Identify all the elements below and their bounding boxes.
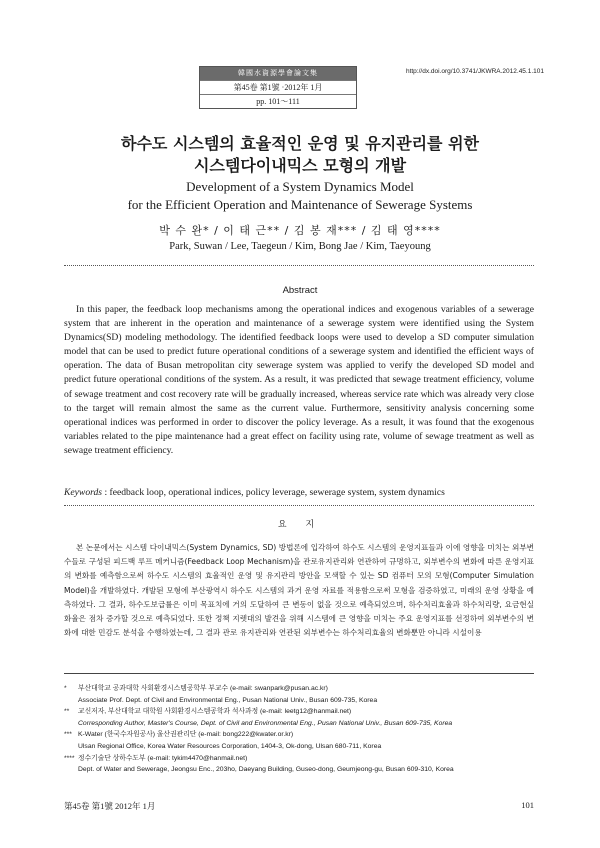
footnote-line: Associate Prof. Dept. of Civil and Environmental Eng., Pusan National Univ., Busan 609-735, Korea (78, 696, 378, 704)
title-english-line-2: for the Efficient Operation and Maintenance of Sewerage Systems (127, 197, 473, 212)
journal-volume-issue: 第45卷 第1號 ·2012年 1月 (200, 80, 356, 94)
keywords-line (64, 487, 534, 498)
title-korean-line-2: 시스템다이내믹스 모형의 개발 (193, 156, 407, 175)
doi-link[interactable]: http://dx.doi.org/10.3741/JKWRA.2012.45.1.101 (405, 68, 544, 75)
page-number: 101 (521, 800, 534, 810)
journal-pages: pp. 101～111 (200, 94, 356, 108)
footnote-line: *** K-Water (한국수자원공사) 울산권관리단 (e-mail: bong222@kwater.or.kr) (64, 731, 294, 739)
divider (64, 265, 534, 266)
footnote-rule (64, 673, 534, 674)
abstract-heading: Abstract (282, 285, 318, 296)
keywords-label: Keywords (64, 487, 103, 498)
footnote-line: Dept. of Water and Sewerage, Jeongsu Enc., 203ho, Daeyang Building, Guseo-dong, Geumjeong-gu, Busan 609-310, Korea (78, 766, 454, 774)
journal-name: 韓國水資源學會論文集 (200, 67, 356, 80)
authors-english: Park, Suwan / Lee, Taegeun / Kim, Bong Jae / Kim, Taeyoung (169, 241, 431, 252)
footnote-line: **** 정수기술단 상하수도부 (e-mail: tykim4470@hanmail.net) (64, 754, 248, 762)
summary-heading: 요 지 (277, 520, 323, 530)
title-korean-line-1: 하수도 시스템의 효율적인 운영 및 유지관리를 위한 (121, 134, 479, 153)
summary-text: 본 논문에서는 시스템 다이내믹스(System Dynamics, SD) 방법론에 입각하여 하수도 시스템의 운영지표들과 이에 영향을 미치는 외부변수들로 구성된 피드백 루프 메커니즘(Feedback Loop Mechanism)을 관로유지관리와 연관하여 규명하고, 외부변수의 변화에 따른 운영지표의 변화를 예측함으로써 하수도 시스템의 효율적인 운영 및 유지관리 방안을 모색할 수 있는 SD 컴퓨터 모의 모형(Computer Simulation Model)을 개발하였다. 개발된 모형에 부산광역시 하수도 시스템의 과거 운영 자료를 적용함으로써 모형을 검증하였고, 미래의 운영 상황을 예측하였다. 그 결과, 하수도보급률은 이미 목표치에 거의 도달하여 큰 변동이 없을 것으로 예측되었으며, 하수처리효율과 하수처리량, 요금현실화율은 점차 증가할 것으로 예측되었다. 또한 정책 지렛대의 발견을 위해 시스템에 큰 영향을 미치는 주요 운영지표를 선정하여 외부변수의 변화에 대한 민감도 분석을 수행하였는데, 그 결과 관로 유지관리와 연관된 외부변수는 하수처리효율의 변화뿐만 아니라 시설이용 (64, 543, 534, 638)
footnote-line: * 부산대학교 공과대학 사회환경시스템공학부 부교수 (e-mail: swanpark@pusan.ac.kr) (64, 685, 328, 692)
footnote-line: Ulsan Regional Office, Korea Water Resources Corporation, 1404-3, Ok-dong, Ulsan 680-711, Korea (78, 742, 382, 750)
divider (64, 505, 534, 506)
journal-info-box (199, 66, 357, 109)
footnotes (64, 683, 534, 776)
authors-korean: 박 수 완* / 이 태 근** / 김 봉 재*** / 김 태 영**** (159, 224, 441, 237)
title-english-line-1: Development of a System Dynamics Model (186, 179, 414, 194)
keywords-text: : feedback loop, operational indices, policy leverage, sewerage system, system dynamics (104, 487, 445, 498)
footnote-line: ** 교신저자, 부산대학교 대학원 사회환경시스템공학과 석사과정 (e-mail: leetg12@hanmail.net) (64, 708, 352, 716)
footer-volume: 第45卷 第1號 2012年 1月 (64, 801, 156, 811)
footnote-line: Corresponding Author, Master's Course, Dept. of Civil and Environmental Eng., Pusan National Univ., Busan 609-735, Korea (78, 719, 453, 727)
abstract-text: In this paper, the feedback loop mechanisms among the operational indices and exogenous variables of a sewerage system that are inherent in the operation and maintenance of a sewerage system were identified using the System Dynamics(SD) modeling methodology. The identified feedback loops were used to develop a SD computer simulation model that can be used to predict future operational conditions of a sewerage system and identified the efficient ways of operation. The data of Busan metropolitan city sewerage system was applied to verify the developed SD model and predict future operational conditions of the system. As a result, it was predicted that sewage treatment efficiency, volume of sewage treatment and cost recovery rate will be gradually increased, whereas service rate which was already very close to the target will remain almost the same as the current value. Furthermore, sensitivity analysis concerning some operational indices was performed in order to discover the policy leverage. As a result, it was found that the exogenous variables related to the pipe maintenance had a great effect on facility using rate, volume of sewage treatment as well as sewage treatment efficiency. (64, 304, 534, 456)
